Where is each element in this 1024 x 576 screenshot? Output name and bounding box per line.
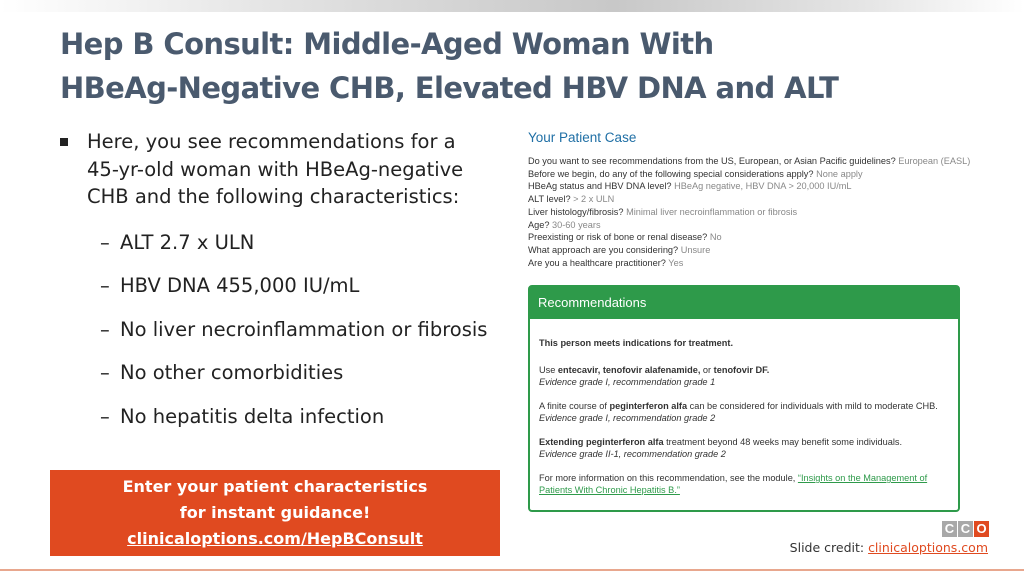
case-question: Preexisting or risk of bone or renal disease? (528, 232, 708, 243)
bottom-divider (0, 569, 1024, 571)
case-question: Liver histology/fibrosis? (528, 206, 624, 217)
patient-case-list (528, 155, 998, 269)
case-item (528, 155, 998, 168)
rec-paragraph-2 (539, 400, 948, 424)
sub-bullet: – HBV DNA 455,000 IU/mL (100, 274, 360, 297)
recommendations-body (530, 319, 958, 496)
sub-bullet-text: HBV DNA 455,000 IU/mL (120, 274, 360, 297)
case-answer: Yes (668, 257, 684, 268)
cta-link[interactable]: clinicaloptions.com/HepBConsult (127, 529, 423, 548)
recommendations-header: Recommendations (530, 287, 958, 319)
case-question: Are you a healthcare practitioner? (528, 257, 666, 268)
rec-drug-names: entecavir, tenofovir alafenamide, (557, 365, 701, 375)
sub-bullet-list (100, 229, 500, 430)
sub-bullet: – No hepatitis delta infection (100, 404, 385, 428)
case-answer: Unsure (680, 244, 711, 255)
case-question: ALT level? (528, 194, 571, 205)
title-line-1: Hep B Consult: Middle-Aged Woman With (60, 27, 714, 61)
case-item (528, 244, 998, 257)
rec-drug-name: tenofovir DF. (713, 365, 770, 375)
sub-bullet: – ALT 2.7 x ULN (100, 230, 255, 254)
case-answer: HBeAg negative, HBV DNA > 20,000 IU/mL (674, 181, 852, 192)
sub-bullet-text: ALT 2.7 x ULN (120, 230, 255, 254)
rec-paragraph-4 (539, 472, 948, 496)
case-item (528, 257, 998, 270)
cta-line-1: Enter your patient characteristics (122, 477, 428, 496)
case-question: HBeAg status and HBV DNA level? (528, 181, 672, 192)
patient-case-title: Your Patient Case (528, 130, 637, 145)
case-item (528, 219, 998, 232)
main-bullet (60, 128, 500, 211)
case-question: Before we begin, do any of the following special considerations apply? (528, 168, 814, 179)
logo-letter: C (942, 521, 957, 537)
credit-link[interactable]: clinicaloptions.com (868, 540, 988, 555)
rec-text: treatment beyond 48 weeks may benefit some individuals. (663, 437, 903, 447)
case-question: Do you want to see recommendations from the US, European, or Asian Pacific guidelines? (528, 156, 896, 166)
logo-letter: C (958, 521, 973, 537)
rec-text: can be considered for individuals with mild to moderate CHB. (687, 401, 938, 411)
case-item (528, 193, 998, 206)
slide-credit (790, 540, 988, 555)
bullet-list (60, 128, 500, 446)
slide-title (60, 22, 960, 110)
case-item (528, 231, 998, 244)
rec-text: or (700, 365, 714, 375)
cta-line-2: for instant guidance! (179, 503, 371, 522)
case-answer: > 2 x ULN (573, 194, 615, 205)
rec-paragraph-1 (539, 364, 948, 388)
title-line-2: HBeAg-Negative CHB, Elevated HBV DNA and ALT (60, 71, 839, 105)
logo-letter: O (974, 521, 989, 537)
rec-drug-name: peginterferon alfa (609, 401, 688, 411)
case-answer: No (709, 232, 722, 243)
case-answer: 30-60 years (552, 219, 601, 230)
main-bullet-text: Here, you see recommendations for a 45-yr-old woman with HBeAg-negative CHB and the following characteristics: (87, 130, 464, 208)
case-item (528, 180, 998, 193)
cta-banner (50, 470, 500, 556)
evidence-grade: Evidence grade II-1, recommendation grade 2 (539, 449, 726, 459)
sub-bullet-text: No liver necroinflammation or fibrosis (120, 317, 488, 341)
case-answer: European (EASL) (898, 156, 971, 166)
rec-text: For more information on this recommendation, see the module, (539, 473, 798, 483)
case-question: Age? (528, 219, 550, 230)
case-answer: Minimal liver necroinflammation or fibrosis (626, 206, 798, 217)
rec-drug-name: Extending peginterferon alfa (539, 437, 664, 447)
case-answer: None apply (816, 168, 863, 179)
sub-bullet-text: No hepatitis delta infection (120, 404, 385, 428)
case-item (528, 168, 998, 181)
case-item (528, 206, 998, 219)
recommendations-panel (528, 285, 960, 512)
square-bullet-icon (60, 138, 68, 146)
rec-paragraph-3 (539, 436, 948, 460)
evidence-grade: Evidence grade I, recommendation grade 2 (539, 413, 716, 423)
evidence-grade: Evidence grade I, recommendation grade 1 (539, 377, 716, 387)
rec-text: A finite course of (539, 401, 610, 411)
credit-label: Slide credit: (789, 540, 869, 555)
sub-bullet-text: No other comorbidities (120, 361, 344, 384)
top-gradient-bar (0, 0, 1024, 12)
rec-text: Use (539, 365, 558, 375)
module-link[interactable]: “Insights on the Management of Patients With Chronic Hepatitis B.” (539, 473, 928, 495)
case-question: What approach are you considering? (528, 244, 679, 255)
sub-bullet: – No other comorbidities (100, 361, 344, 384)
cco-logo (941, 521, 989, 537)
sub-bullet: – No liver necroinflammation or fibrosis (100, 317, 488, 341)
rec-lead: This person meets indications for treatment. (539, 338, 733, 348)
